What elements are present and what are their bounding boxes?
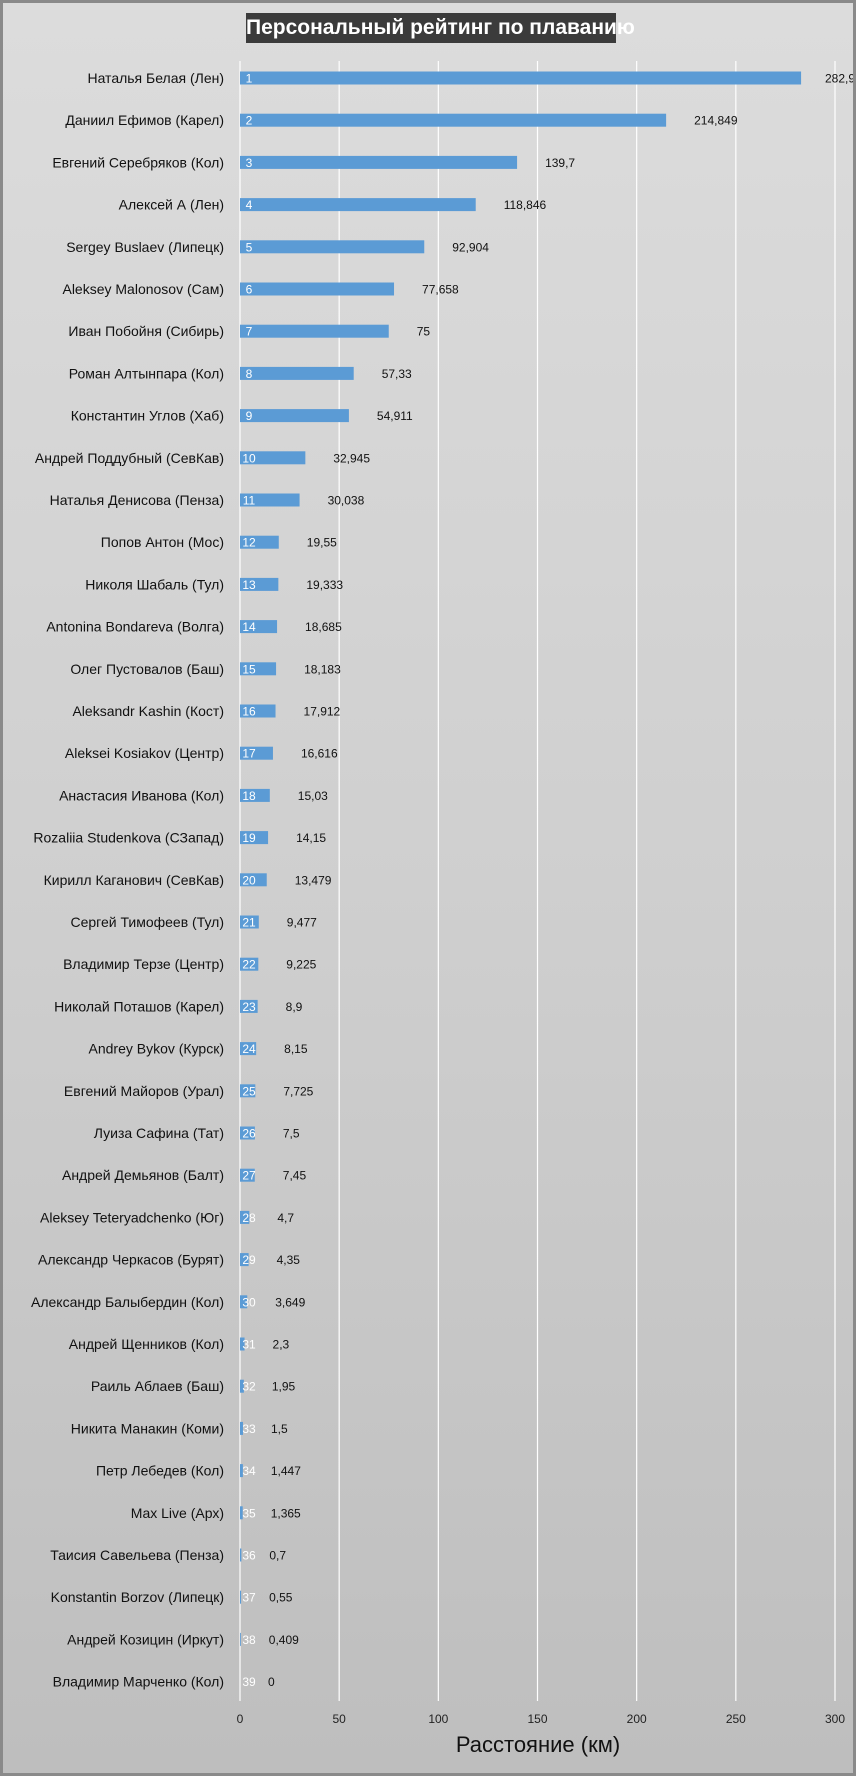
value-label: 9,225 — [286, 957, 317, 972]
value-label: 7,45 — [282, 1168, 307, 1183]
rank-label: 20 — [242, 873, 256, 888]
category-label: Andrey Bykov (Курск) — [88, 1040, 224, 1057]
value-label: 54,911 — [376, 409, 413, 424]
x-axis-title: Расстояние (км) — [455, 1732, 621, 1757]
category-label: Анастасия Иванова (Кол) — [59, 787, 224, 804]
category-label: Константин Углов (Хаб) — [70, 407, 224, 424]
rank-label: 35 — [242, 1506, 256, 1521]
category-label: Алексей А (Лен) — [118, 196, 224, 213]
category-label: Андрей Демьянов (Балт) — [61, 1167, 224, 1184]
bar — [240, 1633, 241, 1646]
bar — [240, 114, 666, 127]
value-label: 4,35 — [276, 1253, 300, 1268]
rank-label: 15 — [242, 662, 256, 677]
category-label: Евгений Серебряков (Кол) — [52, 154, 224, 171]
value-label: 139,7 — [545, 155, 576, 170]
value-label: 8,9 — [285, 999, 303, 1014]
category-label: Александр Балыбердин (Кол) — [31, 1293, 224, 1310]
value-label: 118,846 — [503, 198, 547, 213]
value-label: 14,15 — [296, 831, 327, 846]
rank-label: 8 — [245, 366, 253, 381]
rank-label: 13 — [242, 577, 256, 592]
value-label: 32,945 — [333, 451, 371, 466]
category-label: Наталья Белая (Лен) — [87, 70, 224, 86]
x-tick-label: 150 — [527, 1712, 548, 1726]
value-label: 77,658 — [422, 282, 459, 297]
category-label: Konstantin Borzov (Липецк) — [50, 1589, 224, 1606]
value-label: 17,912 — [303, 704, 341, 719]
category-label: Андрей Щенников (Кол) — [68, 1336, 224, 1352]
value-label: 1,5 — [270, 1421, 288, 1436]
rank-label: 21 — [242, 915, 256, 930]
rank-label: 16 — [242, 704, 256, 719]
x-tick-label: 200 — [626, 1712, 647, 1726]
value-label: 8,15 — [284, 1042, 308, 1057]
rank-label: 2 — [245, 113, 253, 128]
category-label: Таисия Савельева (Пенза) — [50, 1547, 224, 1563]
rank-label: 18 — [242, 788, 256, 803]
bar — [240, 1591, 241, 1604]
category-label: Иван Побойня (Сибирь) — [68, 323, 224, 340]
value-label: 7,5 — [282, 1126, 300, 1141]
category-label: Наталья Денисова (Пенза) — [49, 492, 224, 508]
value-label: 3,649 — [275, 1295, 306, 1310]
bar — [240, 367, 354, 380]
category-label: Владимир Марченко (Кол) — [52, 1673, 224, 1690]
category-label: Евгений Майоров (Урал) — [63, 1082, 224, 1099]
rank-label: 4 — [245, 198, 253, 213]
chart-title: Персональный рейтинг по плаванию — [246, 13, 616, 43]
rank-label: 33 — [242, 1421, 256, 1436]
category-label: Роман Алтынпара (Кол) — [68, 365, 224, 382]
value-label: 15,03 — [297, 788, 328, 803]
value-label: 30,038 — [327, 493, 365, 508]
category-label: Сергей Тимофеев (Тул) — [70, 914, 224, 930]
category-label: Луиза Сафина (Тат) — [93, 1125, 224, 1141]
category-label: Max Live (Арх) — [130, 1504, 224, 1521]
category-label: Antonina Bondareva (Волга) — [46, 618, 224, 635]
value-label: 13,479 — [294, 873, 332, 888]
x-tick-label: 300 — [824, 1712, 846, 1726]
category-label: Петр Лебедев (Кол) — [95, 1462, 224, 1479]
rank-label: 37 — [242, 1590, 256, 1605]
rank-label: 24 — [242, 1042, 256, 1057]
bar — [240, 325, 389, 338]
category-label: Sergey Buslaev (Липецк) — [66, 238, 224, 255]
bar — [240, 156, 517, 169]
bar — [240, 283, 394, 296]
value-label: 18,183 — [304, 662, 341, 677]
rank-label: 6 — [245, 282, 253, 297]
category-label: Rozaliia Studenkova (СЗапад) — [33, 829, 224, 846]
category-label: Aleksey Teteryadchenko (Юг) — [40, 1209, 224, 1226]
value-label: 4,7 — [277, 1210, 295, 1225]
value-label: 75 — [416, 324, 431, 339]
bar — [240, 1549, 241, 1562]
bar — [240, 240, 424, 253]
bar — [240, 198, 476, 211]
rank-label: 38 — [242, 1632, 256, 1647]
category-label: Николай Поташов (Карел) — [54, 998, 224, 1015]
category-label: Николя Шабаль (Тул) — [85, 576, 224, 593]
rank-label: 27 — [242, 1168, 256, 1183]
category-label: Владимир Терзе (Центр) — [63, 956, 224, 973]
category-label: Aleksandr Kashin (Кост) — [72, 703, 224, 719]
category-label: Раиль Аблаев (Баш) — [90, 1378, 224, 1395]
category-label: Андрей Поддубный (СевКав) — [34, 449, 224, 466]
value-label: 0 — [268, 1675, 275, 1690]
value-label: 214,849 — [694, 113, 738, 128]
value-label: 0,55 — [269, 1590, 293, 1605]
rank-label: 28 — [242, 1210, 256, 1225]
category-label: Андрей Козицин (Иркут) — [67, 1631, 224, 1648]
category-label: Попов Антон (Мос) — [100, 534, 224, 551]
rank-label: 14 — [242, 620, 256, 635]
rank-label: 3 — [245, 155, 253, 170]
rank-label: 26 — [242, 1126, 256, 1141]
rank-label: 23 — [242, 999, 256, 1014]
rank-label: 17 — [242, 746, 256, 761]
value-label: 1,447 — [270, 1464, 301, 1479]
value-label: 0,409 — [268, 1632, 299, 1647]
x-tick-label: 50 — [332, 1712, 346, 1726]
value-label: 92,904 — [452, 240, 489, 255]
rank-label: 31 — [242, 1337, 256, 1352]
rank-label: 29 — [242, 1253, 256, 1268]
category-label: Aleksei Kosiakov (Центр) — [64, 745, 224, 762]
rank-label: 5 — [245, 240, 253, 255]
x-tick-label: 250 — [725, 1712, 746, 1726]
category-label: Aleksey Malonosov (Сам) — [62, 281, 224, 297]
rank-label: 9 — [245, 409, 253, 424]
category-label: Кирилл Каганович (СевКав) — [43, 871, 224, 888]
rank-label: 19 — [242, 831, 256, 846]
value-label: 16,616 — [300, 746, 338, 761]
bar — [240, 409, 349, 422]
value-label: 9,477 — [286, 915, 317, 930]
value-label: 282,9 — [825, 71, 856, 86]
rank-label: 11 — [242, 493, 256, 508]
rank-label: 1 — [245, 71, 253, 86]
value-label: 1,95 — [271, 1379, 296, 1394]
rank-label: 39 — [242, 1675, 256, 1690]
x-tick-label: 0 — [236, 1712, 244, 1726]
rank-label: 10 — [242, 451, 256, 466]
category-label: Александр Черкасов (Бурят) — [38, 1251, 224, 1268]
rank-label: 32 — [242, 1379, 256, 1394]
value-label: 19,55 — [306, 535, 337, 550]
value-label: 0,7 — [269, 1548, 287, 1563]
rank-label: 36 — [242, 1548, 256, 1563]
category-label: Никита Манакин (Коми) — [70, 1420, 224, 1437]
category-label: Олег Пустовалов (Баш) — [70, 660, 224, 677]
value-label: 19,333 — [306, 577, 344, 592]
value-label: 18,685 — [305, 620, 342, 635]
rank-label: 25 — [242, 1084, 256, 1099]
bar — [240, 72, 801, 85]
rank-label: 7 — [245, 324, 253, 339]
rank-label: 30 — [242, 1295, 256, 1310]
value-label: 57,33 — [381, 366, 412, 381]
x-tick-label: 100 — [428, 1712, 449, 1726]
value-label: 7,725 — [283, 1084, 314, 1099]
value-label: 2,3 — [272, 1337, 290, 1352]
bar-chart — [3, 3, 856, 1776]
rank-label: 34 — [242, 1464, 256, 1479]
value-label: 1,365 — [270, 1506, 301, 1521]
rank-label: 12 — [242, 535, 256, 550]
category-label: Даниил Ефимов (Карел) — [65, 112, 224, 129]
rank-label: 22 — [242, 957, 256, 972]
